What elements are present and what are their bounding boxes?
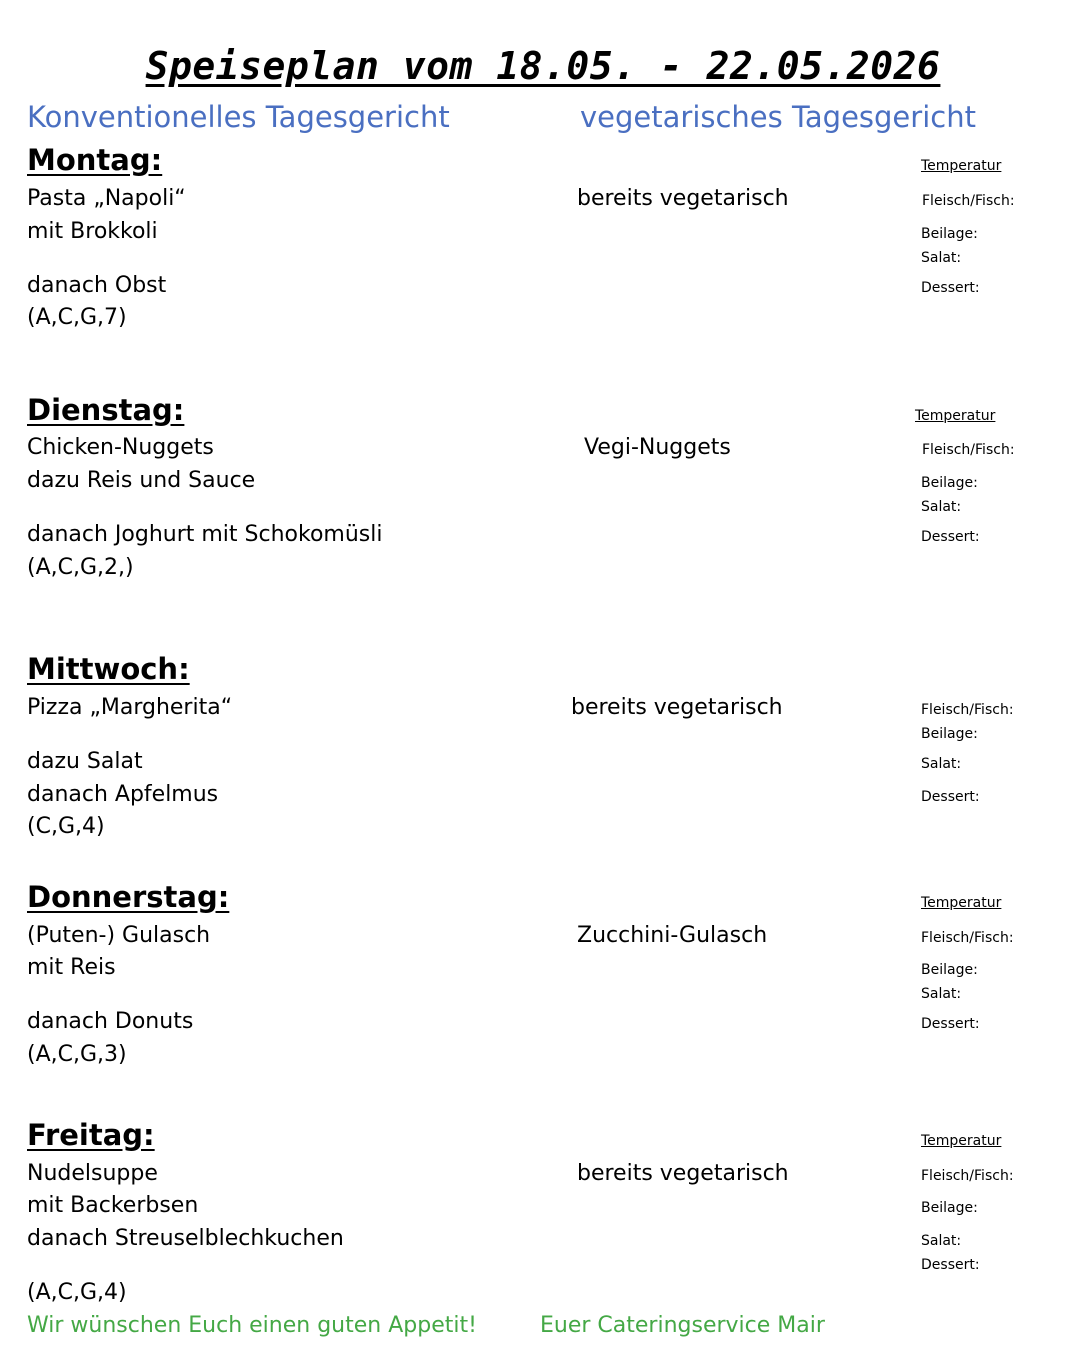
footer-signature: Euer Cateringservice Mair	[540, 1313, 825, 1338]
dish-line: danach Donuts	[27, 1009, 194, 1034]
dish-line: danach Apfelmus	[27, 782, 219, 807]
dish-line: Pizza „Margherita“	[27, 695, 233, 720]
dish-line: Pasta „Napoli“	[27, 186, 186, 211]
meat-fish-label: Fleisch/Fisch:	[922, 193, 1015, 209]
dish-line: Nudelsuppe	[27, 1161, 158, 1186]
day-heading-thursday: Donnerstag:	[27, 880, 230, 914]
dish-line: Chicken-Nuggets	[27, 435, 214, 460]
dish-line: dazu Reis und Sauce	[27, 468, 256, 493]
side-label: Beilage:	[921, 1200, 978, 1216]
salad-label: Salat:	[921, 250, 962, 266]
side-label: Beilage:	[921, 475, 978, 491]
salad-label: Salat:	[921, 756, 962, 772]
dish-line: mit Brokkoli	[27, 219, 158, 244]
dish-line: mit Backerbsen	[27, 1193, 199, 1218]
salad-label: Salat:	[921, 986, 962, 1002]
day-heading-monday: Montag:	[27, 143, 163, 177]
vegetarian-dish: Zucchini-Gulasch	[577, 923, 768, 948]
vegetarian-dish: bereits vegetarisch	[577, 1161, 789, 1186]
meat-fish-label: Fleisch/Fisch:	[921, 930, 1014, 946]
meat-fish-label: Fleisch/Fisch:	[922, 442, 1015, 458]
day-heading-friday: Freitag:	[27, 1118, 155, 1152]
side-label: Beilage:	[921, 726, 978, 742]
dish-line: dazu Salat	[27, 749, 143, 774]
temperature-label: Temperatur	[915, 408, 996, 424]
allergen-codes: (A,C,G,3)	[27, 1042, 127, 1067]
temperature-label: Temperatur	[921, 895, 1002, 911]
dish-line: mit Reis	[27, 955, 116, 980]
dish-line: (Puten-) Gulasch	[27, 923, 211, 948]
allergen-codes: (A,C,G,7)	[27, 305, 127, 330]
page-title: Speiseplan vom 18.05. - 22.05.2026	[145, 44, 941, 88]
dessert-label: Dessert:	[921, 1016, 980, 1032]
footer-greeting: Wir wünschen Euch einen guten Appetit!	[27, 1313, 477, 1338]
dish-line: danach Joghurt mit Schokomüsli	[27, 522, 383, 547]
temperature-label: Temperatur	[921, 1133, 1002, 1149]
dish-line: danach Streuselblechkuchen	[27, 1226, 344, 1251]
vegetarian-dish: Vegi-Nuggets	[584, 435, 731, 460]
vegetarian-dish: bereits vegetarisch	[577, 186, 789, 211]
day-heading-wednesday: Mittwoch:	[27, 652, 190, 686]
vegetarian-dish: bereits vegetarisch	[571, 695, 783, 720]
side-label: Beilage:	[921, 226, 978, 242]
dessert-label: Dessert:	[921, 789, 980, 805]
dish-line: danach Obst	[27, 273, 167, 298]
dessert-label: Dessert:	[921, 280, 980, 296]
meat-fish-label: Fleisch/Fisch:	[921, 702, 1014, 718]
allergen-codes: (C,G,4)	[27, 814, 105, 839]
allergen-codes: (A,C,G,4)	[27, 1280, 127, 1305]
meat-fish-label: Fleisch/Fisch:	[921, 1168, 1014, 1184]
dessert-label: Dessert:	[921, 529, 980, 545]
allergen-codes: (A,C,G,2,)	[27, 555, 134, 580]
salad-label: Salat:	[921, 1233, 962, 1249]
salad-label: Salat:	[921, 499, 962, 515]
temperature-label: Temperatur	[921, 158, 1002, 174]
side-label: Beilage:	[921, 962, 978, 978]
dessert-label: Dessert:	[921, 1257, 980, 1273]
conventional-column-heading: Konventionelles Tagesgericht	[27, 100, 450, 134]
vegetarian-column-heading: vegetarisches Tagesgericht	[580, 100, 976, 134]
day-heading-tuesday: Dienstag:	[27, 393, 185, 427]
